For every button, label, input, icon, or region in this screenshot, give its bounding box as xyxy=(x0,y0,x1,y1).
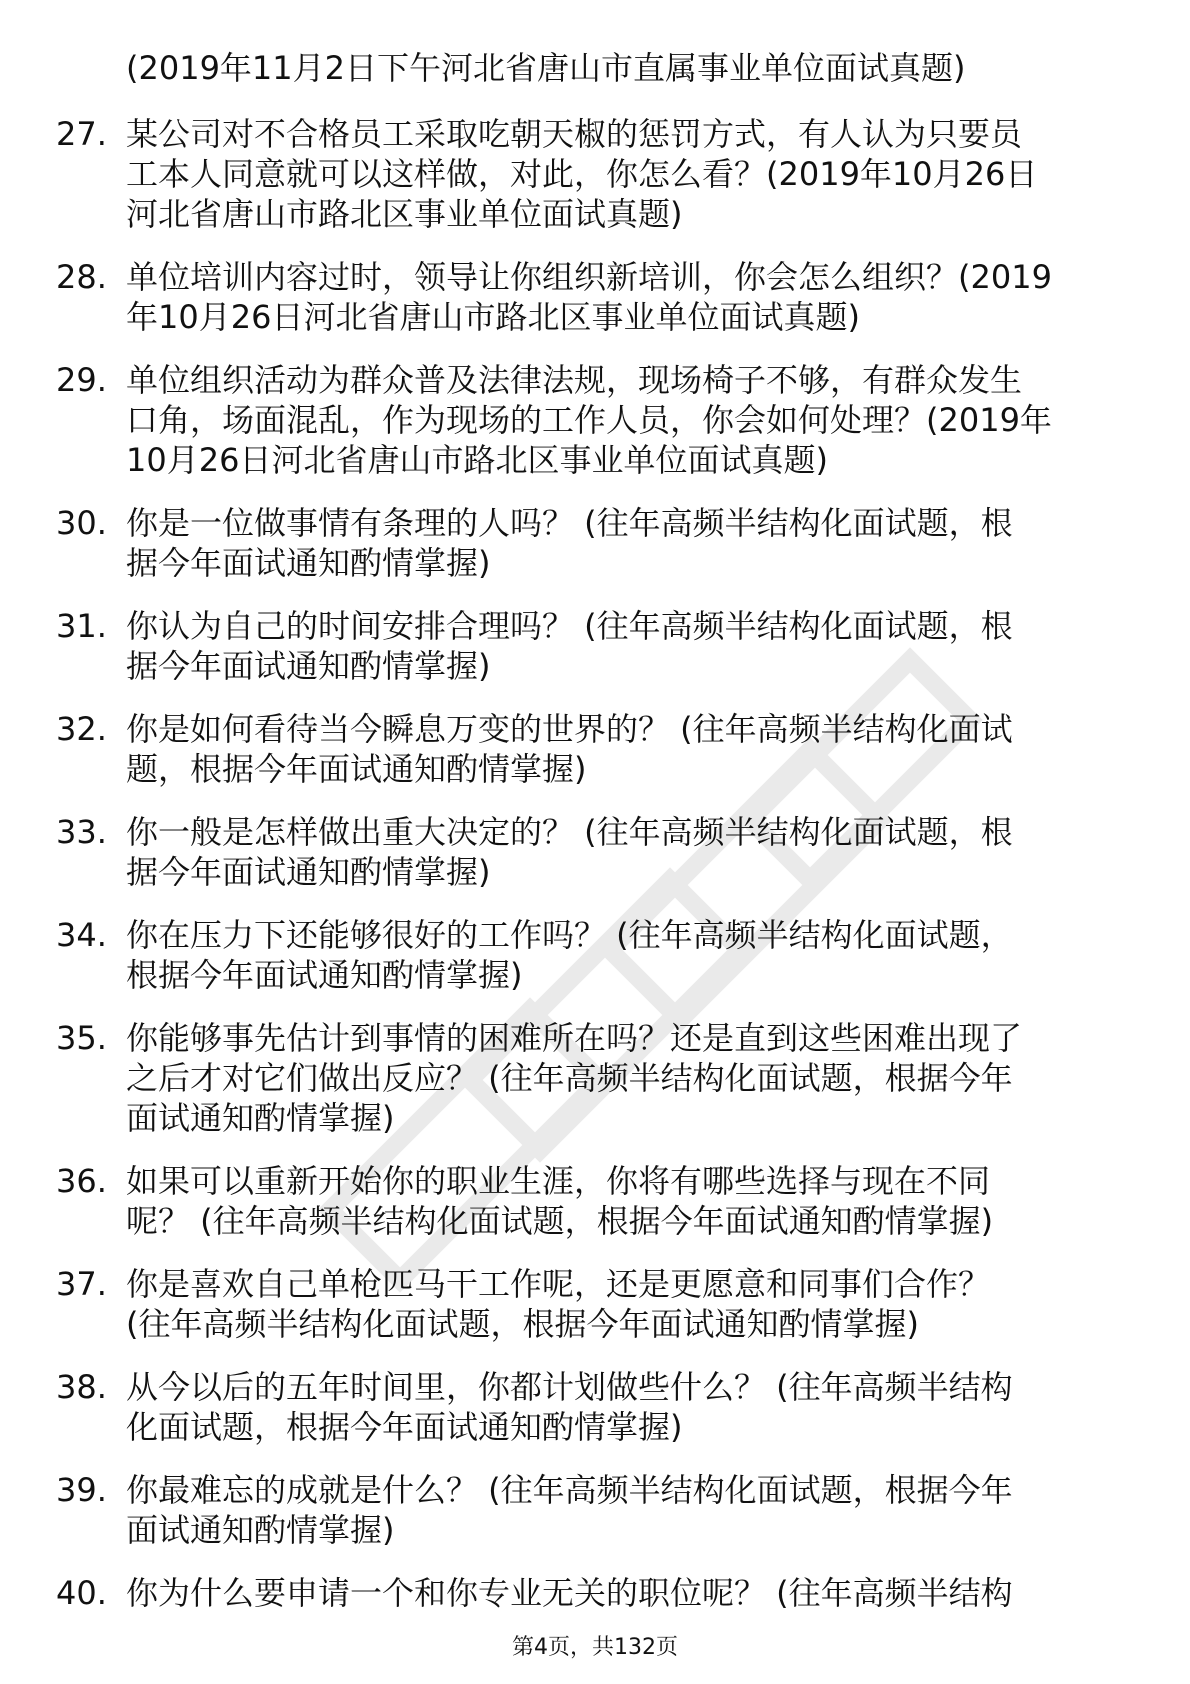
question-list xyxy=(0,114,1190,1636)
question-line: (往年高频半结构化面试题，根据今年面试通知酌情掌握) xyxy=(126,1305,919,1343)
question-line: 你最难忘的成就是什么？ (往年高频半结构化面试题，根据今年 xyxy=(126,1471,1013,1509)
question-number: 38. xyxy=(56,1368,107,1406)
question-line: 化面试题，根据今年面试通知酌情掌握) xyxy=(126,1408,683,1446)
question-item xyxy=(0,1161,1190,1241)
question-text xyxy=(126,503,1131,583)
question-line: 据今年面试通知酌情掌握) xyxy=(126,544,491,582)
question-text xyxy=(126,1367,1131,1447)
question-text xyxy=(126,606,1131,686)
question-number: 34. xyxy=(56,916,107,954)
question-number: 28. xyxy=(56,258,107,296)
question-line: 口角，场面混乱，作为现场的工作人员，你会如何处理？(2019年 xyxy=(126,401,1052,439)
question-text xyxy=(126,257,1131,337)
question-line: 据今年面试通知酌情掌握) xyxy=(126,853,491,891)
question-number: 36. xyxy=(56,1162,107,1200)
question-line: 10月26日河北省唐山市路北区事业单位面试真题) xyxy=(126,441,828,479)
question-number: 37. xyxy=(56,1265,107,1303)
question-line: 单位培训内容过时，领导让你组织新培训，你会怎么组织？(2019 xyxy=(126,258,1052,296)
question-item xyxy=(0,1573,1190,1613)
question-line: 面试通知酌情掌握) xyxy=(126,1511,395,1549)
question-item xyxy=(0,503,1190,583)
question-number: 31. xyxy=(56,607,107,645)
question-item xyxy=(0,114,1190,234)
question-line: 据今年面试通知酌情掌握) xyxy=(126,647,491,685)
question-item xyxy=(0,1264,1190,1344)
question-line: 某公司对不合格员工采取吃朝天椒的惩罚方式，有人认为只要员 xyxy=(126,115,1023,153)
question-number: 33. xyxy=(56,813,107,851)
question-text xyxy=(126,709,1131,789)
question-line: 面试通知酌情掌握) xyxy=(126,1099,395,1137)
question-line: 题，根据今年面试通知酌情掌握) xyxy=(126,750,587,788)
question-item xyxy=(0,915,1190,995)
question-item xyxy=(0,812,1190,892)
question-item xyxy=(0,1367,1190,1447)
question-text xyxy=(126,915,1131,995)
question-item xyxy=(0,1018,1190,1138)
question-item xyxy=(0,257,1190,337)
question-number: 30. xyxy=(56,504,107,542)
question-text xyxy=(126,1161,1131,1241)
question-item xyxy=(0,709,1190,789)
question-line: 你在压力下还能够很好的工作吗？ (往年高频半结构化面试题， xyxy=(126,916,1013,954)
question-number: 35. xyxy=(56,1019,107,1057)
question-line: 工本人同意就可以这样做，对此，你怎么看？(2019年10月26日 xyxy=(126,155,1038,193)
question-text xyxy=(126,360,1131,480)
question-item xyxy=(0,360,1190,480)
question-text xyxy=(126,1573,1131,1613)
question-line: 你认为自己的时间安排合理吗？ (往年高频半结构化面试题，根 xyxy=(126,607,1013,645)
question-text xyxy=(126,1018,1131,1138)
question-line: 你是喜欢自己单枪匹马干工作呢，还是更愿意和同事们合作？ xyxy=(126,1265,991,1303)
question-number: 39. xyxy=(56,1471,107,1509)
question-text xyxy=(126,812,1131,892)
question-line: 你是如何看待当今瞬息万变的世界的？ (往年高频半结构化面试 xyxy=(126,710,1013,748)
question-line: 你一般是怎样做出重大决定的？ (往年高频半结构化面试题，根 xyxy=(126,813,1013,851)
question-line: 你为什么要申请一个和你专业无关的职位呢？ (往年高频半结构 xyxy=(126,1574,1013,1612)
question-item xyxy=(0,606,1190,686)
question-line: 河北省唐山市路北区事业单位面试真题) xyxy=(126,195,683,233)
page-footer: 第4页，共132页 xyxy=(512,1635,678,1660)
question-line: 根据今年面试通知酌情掌握) xyxy=(126,956,523,994)
question-line: 之后才对它们做出反应？ (往年高频半结构化面试题，根据今年 xyxy=(126,1059,1013,1097)
question-line: 单位组织活动为群众普及法律法规，现场椅子不够，有群众发生 xyxy=(126,361,1023,399)
question-text xyxy=(126,1470,1131,1550)
question-number: 40. xyxy=(56,1574,107,1612)
question-number: 32. xyxy=(56,710,107,748)
question-line: 你是一位做事情有条理的人吗？ (往年高频半结构化面试题，根 xyxy=(126,504,1013,542)
question-line: 如果可以重新开始你的职业生涯，你将有哪些选择与现在不同 xyxy=(126,1162,991,1200)
question-line: 从今以后的五年时间里，你都计划做些什么？ (往年高频半结构 xyxy=(126,1368,1013,1406)
continued-source-line: (2019年11月2日下午河北省唐山市直属事业单位面试真题) xyxy=(126,49,966,87)
question-text xyxy=(126,114,1131,234)
question-line: 你能够事先估计到事情的困难所在吗？还是直到这些困难出现了 xyxy=(126,1019,1023,1057)
question-item xyxy=(0,1470,1190,1550)
question-text xyxy=(126,1264,1131,1344)
question-number: 27. xyxy=(56,115,107,153)
question-number: 29. xyxy=(56,361,107,399)
question-line: 呢？ (往年高频半结构化面试题，根据今年面试通知酌情掌握) xyxy=(126,1202,994,1240)
question-line: 年10月26日河北省唐山市路北区事业单位面试真题) xyxy=(126,298,860,336)
